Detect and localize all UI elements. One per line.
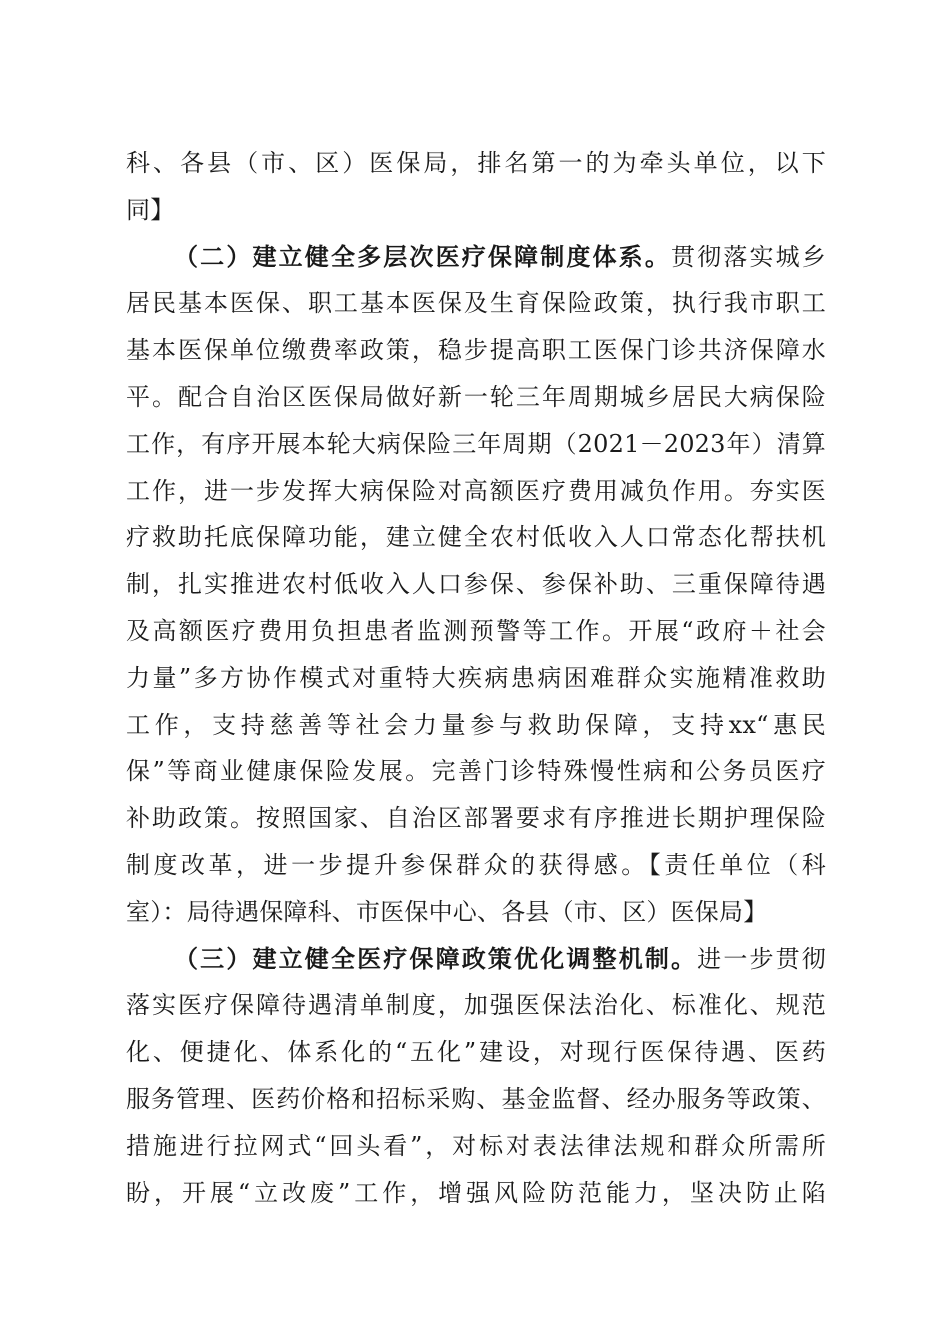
text-line: 科、各县（市、区）医保局，排名第一的为牵头单位，以下	[126, 149, 826, 177]
section-heading-line	[126, 234, 826, 281]
text-line: 措施进行拉网式“回头看”，对标对表法律法规和群众所需所	[126, 1131, 826, 1160]
text-line: 工作，支持慈善等社会力量参与救助保障，支持xx“惠民	[126, 710, 826, 739]
text-line: 盼，开展“立改废”工作，增强风险防范能力，坚决防止陷	[126, 1178, 826, 1207]
text-line: 落实医疗保障待遇清单制度，加强医保法治化、标准化、规范	[126, 991, 826, 1020]
text-run: 贯彻落实城乡	[671, 242, 826, 271]
section-heading: （二）建立健全多层次医疗保障制度体系。	[174, 241, 671, 271]
document-body	[126, 140, 826, 1216]
text-line: 化、便捷化、体系化的“五化”建设，对现行医保待遇、医药	[126, 1038, 826, 1067]
text-line: 工作，有序开展本轮大病保险三年周期（2021－2023年）清算	[126, 429, 826, 458]
text-line: 制度改革，进一步提升参保群众的获得感。【责任单位（科	[126, 850, 826, 879]
text-line: 制，扎实推进农村低收入人口参保、参保补助、三重保障待遇	[126, 570, 826, 599]
text-run: 进一步贯彻	[697, 944, 827, 973]
text-line: 基本医保单位缴费率政策，稳步提高职工医保门诊共济保障水	[126, 336, 826, 365]
section-heading-line	[126, 936, 826, 983]
section-heading: （三）建立健全医疗保障政策优化调整机制。	[174, 943, 698, 973]
text-line: 居民基本医保、职工基本医保及生育保险政策，执行我市职工	[126, 289, 826, 318]
text-line: 平。配合自治区医保局做好新一轮三年周期城乡居民大病保险	[126, 382, 826, 411]
text-line: 工作，进一步发挥大病保险对高额医疗费用减负作用。夯实医	[126, 476, 826, 505]
text-line: 保”等商业健康保险发展。完善门诊特殊慢性病和公务员医疗	[126, 757, 826, 786]
text-line: 服务管理、医药价格和招标采购、基金监督、经办服务等政策、	[126, 1084, 826, 1113]
text-line: 及高额医疗费用负担患者监测预警等工作。开展“政府＋社会	[126, 616, 826, 645]
text-line: 室）：局待遇保障科、市医保中心、各县（市、区）医保局】	[126, 897, 768, 926]
text-line: 同】	[126, 195, 175, 224]
text-line: 补助政策。按照国家、自治区部署要求有序推进长期护理保险	[126, 804, 826, 833]
text-line: 力量”多方协作模式对重特大疾病患病困难群众实施精准救助	[126, 663, 826, 692]
text-line: 疗救助托底保障功能，建立健全农村低收入人口常态化帮扶机	[126, 523, 826, 552]
